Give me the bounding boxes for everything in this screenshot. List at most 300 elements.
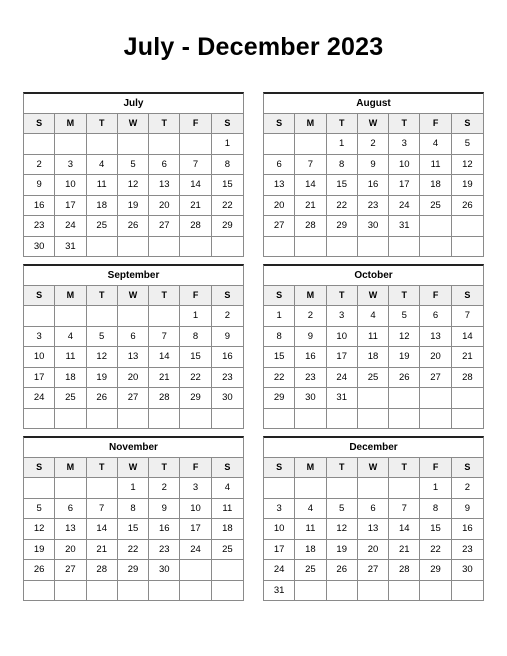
day-cell: 23 bbox=[24, 216, 55, 236]
day-cell bbox=[264, 478, 295, 498]
day-cell: 22 bbox=[222, 199, 233, 211]
day-cell bbox=[264, 134, 295, 154]
day-cell: 30 bbox=[149, 560, 180, 580]
day-cell: 4 bbox=[358, 306, 389, 326]
day-cell: 19 bbox=[87, 368, 118, 388]
weekday-label: S bbox=[24, 286, 55, 305]
day-cell: 31 bbox=[327, 388, 358, 408]
day-cell bbox=[327, 409, 358, 429]
day-cell: 7 bbox=[87, 499, 118, 519]
weekday-label: T bbox=[149, 458, 180, 477]
day-cell: 10 bbox=[55, 175, 86, 195]
day-cell bbox=[118, 237, 149, 257]
day-cell bbox=[264, 409, 295, 429]
weekday-label: S bbox=[464, 118, 471, 128]
day-cell: 13 bbox=[420, 327, 451, 347]
day-cell: 6 bbox=[420, 306, 451, 326]
week-row bbox=[24, 388, 243, 409]
week-row bbox=[24, 327, 243, 348]
day-cell: 11 bbox=[55, 347, 86, 367]
day-cell: 12 bbox=[327, 519, 358, 539]
day-cell: 9 bbox=[464, 502, 470, 514]
day-cell bbox=[212, 409, 243, 429]
day-cell bbox=[149, 237, 180, 257]
day-cell: 30 bbox=[24, 237, 55, 257]
day-cell: 21 bbox=[149, 368, 180, 388]
weekday-label: W bbox=[118, 114, 149, 133]
day-cell: 18 bbox=[87, 196, 118, 216]
week-row bbox=[264, 237, 483, 257]
day-cell bbox=[358, 478, 389, 498]
day-cell bbox=[295, 409, 326, 429]
day-cell: 25 bbox=[358, 368, 389, 388]
day-cell: 2 bbox=[358, 134, 389, 154]
weekday-label: T bbox=[389, 114, 420, 133]
day-cell: 30 bbox=[358, 216, 389, 236]
day-cell: 17 bbox=[24, 368, 55, 388]
weekday-label: M bbox=[55, 286, 86, 305]
weekday-label: T bbox=[149, 286, 180, 305]
day-cell: 28 bbox=[462, 371, 473, 383]
day-cell: 11 bbox=[295, 519, 326, 539]
day-cell: 10 bbox=[180, 499, 211, 519]
day-cell: 24 bbox=[24, 388, 55, 408]
day-cell: 18 bbox=[55, 368, 86, 388]
day-cell bbox=[87, 409, 118, 429]
week-row bbox=[24, 560, 243, 581]
day-cell: 24 bbox=[180, 540, 211, 560]
day-cell bbox=[389, 478, 420, 498]
month-title: November bbox=[24, 438, 243, 458]
week-row bbox=[24, 155, 243, 176]
day-cell: 16 bbox=[24, 196, 55, 216]
month-title: September bbox=[24, 266, 243, 286]
day-cell: 3 bbox=[180, 478, 211, 498]
weekday-label: T bbox=[87, 458, 118, 477]
week-row bbox=[264, 519, 483, 540]
day-cell bbox=[87, 478, 118, 498]
week-row bbox=[24, 540, 243, 561]
day-cell: 27 bbox=[358, 560, 389, 580]
month-title: December bbox=[264, 438, 483, 458]
week-row bbox=[24, 478, 243, 499]
day-cell: 23 bbox=[149, 540, 180, 560]
day-cell: 15 bbox=[222, 179, 233, 190]
day-cell: 7 bbox=[295, 155, 326, 175]
day-cell bbox=[327, 237, 358, 257]
month-calendar-september bbox=[23, 264, 244, 429]
weekday-label: T bbox=[327, 458, 358, 477]
day-cell bbox=[24, 581, 55, 601]
day-cell: 21 bbox=[462, 351, 473, 362]
day-cell: 28 bbox=[180, 216, 211, 236]
day-cell bbox=[389, 388, 420, 408]
day-cell: 6 bbox=[358, 499, 389, 519]
weekday-label: S bbox=[264, 458, 295, 477]
day-cell bbox=[295, 478, 326, 498]
day-cell: 9 bbox=[24, 175, 55, 195]
day-cell: 31 bbox=[55, 237, 86, 257]
day-cell: 1 bbox=[264, 306, 295, 326]
day-cell: 12 bbox=[462, 158, 473, 170]
month-title: August bbox=[264, 94, 483, 114]
weekday-label: T bbox=[389, 458, 420, 477]
day-cell bbox=[358, 581, 389, 601]
day-cell: 29 bbox=[222, 220, 233, 231]
day-cell bbox=[149, 306, 180, 326]
weekday-label: T bbox=[87, 286, 118, 305]
day-cell bbox=[358, 237, 389, 257]
day-cell: 25 bbox=[420, 196, 451, 216]
day-cell: 16 bbox=[149, 519, 180, 539]
day-cell bbox=[389, 237, 420, 257]
weekday-label: S bbox=[264, 286, 295, 305]
day-cell bbox=[452, 237, 483, 257]
month-title: October bbox=[264, 266, 483, 286]
day-cell bbox=[327, 478, 358, 498]
weekday-header-row bbox=[24, 458, 243, 478]
day-cell: 17 bbox=[180, 519, 211, 539]
day-cell: 6 bbox=[149, 155, 180, 175]
day-cell: 31 bbox=[264, 581, 295, 601]
weekday-label: S bbox=[464, 290, 471, 300]
day-cell bbox=[389, 581, 420, 601]
day-cell: 15 bbox=[327, 175, 358, 195]
day-cell: 6 bbox=[55, 499, 86, 519]
day-cell: 31 bbox=[389, 216, 420, 236]
day-cell: 9 bbox=[224, 330, 230, 342]
weekday-label: W bbox=[358, 286, 389, 305]
day-cell: 5 bbox=[87, 327, 118, 347]
day-cell bbox=[389, 409, 420, 429]
weekday-label: M bbox=[295, 458, 326, 477]
day-cell: 27 bbox=[149, 216, 180, 236]
day-cell bbox=[212, 560, 243, 580]
weekday-label: S bbox=[264, 114, 295, 133]
day-cell: 19 bbox=[462, 179, 473, 190]
day-cell: 26 bbox=[87, 388, 118, 408]
day-cell: 20 bbox=[55, 540, 86, 560]
day-cell: 14 bbox=[149, 347, 180, 367]
week-row bbox=[24, 519, 243, 540]
day-cell: 25 bbox=[295, 560, 326, 580]
week-row bbox=[264, 581, 483, 601]
week-row bbox=[264, 540, 483, 561]
day-cell bbox=[118, 306, 149, 326]
day-cell bbox=[87, 581, 118, 601]
month-calendar-december bbox=[263, 436, 484, 601]
day-cell: 5 bbox=[118, 155, 149, 175]
day-cell: 29 bbox=[180, 388, 211, 408]
day-cell: 13 bbox=[55, 519, 86, 539]
day-cell: 5 bbox=[389, 306, 420, 326]
day-cell: 22 bbox=[264, 368, 295, 388]
day-cell: 2 bbox=[224, 310, 230, 321]
weekday-label: M bbox=[55, 114, 86, 133]
day-cell bbox=[420, 216, 451, 236]
day-cell bbox=[55, 306, 86, 326]
day-cell: 18 bbox=[295, 540, 326, 560]
day-cell: 27 bbox=[264, 216, 295, 236]
day-cell bbox=[180, 560, 211, 580]
month-calendar-november bbox=[23, 436, 244, 601]
day-cell: 8 bbox=[118, 499, 149, 519]
month-calendar-august bbox=[263, 92, 484, 257]
day-cell: 8 bbox=[327, 155, 358, 175]
day-cell: 24 bbox=[389, 196, 420, 216]
week-row bbox=[264, 347, 483, 368]
weekday-header-row bbox=[264, 114, 483, 134]
weekday-label: S bbox=[224, 118, 231, 128]
day-cell bbox=[180, 581, 211, 601]
day-cell: 22 bbox=[118, 540, 149, 560]
day-cell bbox=[24, 478, 55, 498]
day-cell: 15 bbox=[118, 519, 149, 539]
day-cell: 10 bbox=[389, 155, 420, 175]
weekday-label: T bbox=[389, 286, 420, 305]
day-cell bbox=[118, 581, 149, 601]
weekday-label: S bbox=[224, 290, 231, 300]
day-cell: 13 bbox=[358, 519, 389, 539]
day-cell: 19 bbox=[24, 540, 55, 560]
day-cell: 26 bbox=[118, 216, 149, 236]
day-cell: 19 bbox=[118, 196, 149, 216]
week-row bbox=[264, 409, 483, 429]
day-cell: 12 bbox=[24, 519, 55, 539]
weekday-label: W bbox=[358, 114, 389, 133]
day-cell: 4 bbox=[420, 134, 451, 154]
day-cell: 15 bbox=[264, 347, 295, 367]
day-cell: 9 bbox=[358, 155, 389, 175]
day-cell: 23 bbox=[462, 543, 473, 555]
day-cell bbox=[149, 409, 180, 429]
day-cell bbox=[264, 237, 295, 257]
weekday-label: T bbox=[327, 114, 358, 133]
day-cell bbox=[24, 134, 55, 154]
week-row bbox=[24, 306, 243, 327]
day-cell: 5 bbox=[327, 499, 358, 519]
day-cell bbox=[452, 581, 483, 601]
day-cell: 4 bbox=[224, 482, 230, 493]
day-cell: 28 bbox=[389, 560, 420, 580]
weekday-label: S bbox=[464, 462, 471, 472]
day-cell: 25 bbox=[55, 388, 86, 408]
day-cell bbox=[180, 134, 211, 154]
day-cell: 2 bbox=[295, 306, 326, 326]
day-cell: 26 bbox=[462, 199, 473, 211]
day-cell: 20 bbox=[149, 196, 180, 216]
month-title: July bbox=[24, 94, 243, 114]
day-cell: 11 bbox=[358, 327, 389, 347]
day-cell: 15 bbox=[420, 519, 451, 539]
week-row bbox=[264, 306, 483, 327]
day-cell: 16 bbox=[295, 347, 326, 367]
week-row bbox=[24, 175, 243, 196]
day-cell: 16 bbox=[222, 351, 233, 362]
weekday-header-row bbox=[264, 286, 483, 306]
day-cell bbox=[149, 581, 180, 601]
day-cell: 1 bbox=[327, 134, 358, 154]
day-cell: 30 bbox=[295, 388, 326, 408]
weekday-header-row bbox=[24, 114, 243, 134]
day-cell: 21 bbox=[389, 540, 420, 560]
day-cell: 8 bbox=[420, 499, 451, 519]
day-cell bbox=[420, 409, 451, 429]
day-cell: 12 bbox=[118, 175, 149, 195]
day-cell: 23 bbox=[222, 371, 233, 383]
day-cell: 8 bbox=[264, 327, 295, 347]
day-cell: 26 bbox=[24, 560, 55, 580]
week-row bbox=[24, 581, 243, 601]
weekday-label: T bbox=[327, 286, 358, 305]
day-cell: 15 bbox=[180, 347, 211, 367]
month-calendar-july bbox=[23, 92, 244, 257]
weekday-label: M bbox=[55, 458, 86, 477]
day-cell: 27 bbox=[55, 560, 86, 580]
day-cell: 23 bbox=[295, 368, 326, 388]
day-cell bbox=[452, 388, 483, 408]
week-row bbox=[24, 216, 243, 237]
day-cell bbox=[149, 134, 180, 154]
weekday-label: W bbox=[118, 458, 149, 477]
day-cell: 8 bbox=[224, 158, 230, 170]
day-cell: 22 bbox=[420, 540, 451, 560]
day-cell: 14 bbox=[462, 330, 473, 342]
day-cell: 5 bbox=[464, 138, 470, 149]
day-cell: 3 bbox=[24, 327, 55, 347]
day-cell bbox=[24, 306, 55, 326]
day-cell: 27 bbox=[420, 368, 451, 388]
day-cell: 3 bbox=[264, 499, 295, 519]
day-cell: 17 bbox=[327, 347, 358, 367]
day-cell bbox=[24, 409, 55, 429]
day-cell bbox=[212, 237, 243, 257]
day-cell bbox=[420, 237, 451, 257]
day-cell bbox=[295, 581, 326, 601]
week-row bbox=[264, 134, 483, 155]
day-cell bbox=[452, 409, 483, 429]
day-cell: 11 bbox=[87, 175, 118, 195]
day-cell: 6 bbox=[118, 327, 149, 347]
day-cell: 3 bbox=[327, 306, 358, 326]
day-cell: 25 bbox=[222, 543, 233, 555]
day-cell: 17 bbox=[55, 196, 86, 216]
day-cell: 5 bbox=[24, 499, 55, 519]
weekday-label: F bbox=[180, 114, 211, 133]
weekday-label: M bbox=[295, 286, 326, 305]
week-row bbox=[264, 175, 483, 196]
day-cell: 4 bbox=[295, 499, 326, 519]
day-cell: 3 bbox=[389, 134, 420, 154]
day-cell: 26 bbox=[389, 368, 420, 388]
day-cell: 18 bbox=[358, 347, 389, 367]
weekday-header-row bbox=[264, 458, 483, 478]
week-row bbox=[24, 237, 243, 257]
day-cell: 14 bbox=[87, 519, 118, 539]
day-cell: 26 bbox=[327, 560, 358, 580]
day-cell: 13 bbox=[264, 175, 295, 195]
day-cell: 18 bbox=[222, 523, 233, 534]
weekday-header-row bbox=[24, 286, 243, 306]
day-cell: 29 bbox=[327, 216, 358, 236]
day-cell: 28 bbox=[87, 560, 118, 580]
week-row bbox=[24, 499, 243, 520]
week-row bbox=[264, 327, 483, 348]
day-cell: 29 bbox=[420, 560, 451, 580]
day-cell: 10 bbox=[327, 327, 358, 347]
day-cell bbox=[452, 216, 483, 236]
day-cell: 23 bbox=[358, 196, 389, 216]
day-cell: 21 bbox=[87, 540, 118, 560]
day-cell: 18 bbox=[420, 175, 451, 195]
day-cell: 20 bbox=[358, 540, 389, 560]
day-cell bbox=[87, 237, 118, 257]
week-row bbox=[264, 560, 483, 581]
day-cell bbox=[87, 134, 118, 154]
day-cell: 29 bbox=[118, 560, 149, 580]
day-cell: 1 bbox=[180, 306, 211, 326]
day-cell: 1 bbox=[118, 478, 149, 498]
day-cell bbox=[358, 388, 389, 408]
day-cell bbox=[55, 478, 86, 498]
weekday-label: W bbox=[358, 458, 389, 477]
weekday-label: S bbox=[24, 458, 55, 477]
day-cell: 19 bbox=[389, 347, 420, 367]
day-cell: 22 bbox=[180, 368, 211, 388]
day-cell bbox=[55, 581, 86, 601]
day-cell: 25 bbox=[87, 216, 118, 236]
day-cell: 21 bbox=[295, 196, 326, 216]
weekday-label: F bbox=[420, 458, 451, 477]
day-cell: 28 bbox=[295, 216, 326, 236]
day-cell bbox=[212, 581, 243, 601]
day-cell bbox=[55, 409, 86, 429]
week-row bbox=[24, 134, 243, 155]
day-cell bbox=[295, 134, 326, 154]
weekday-label: F bbox=[420, 114, 451, 133]
day-cell: 20 bbox=[420, 347, 451, 367]
week-row bbox=[264, 499, 483, 520]
month-calendar-october bbox=[263, 264, 484, 429]
day-cell: 14 bbox=[389, 519, 420, 539]
day-cell bbox=[87, 306, 118, 326]
day-cell: 22 bbox=[327, 196, 358, 216]
week-row bbox=[24, 368, 243, 389]
day-cell: 19 bbox=[327, 540, 358, 560]
day-cell: 7 bbox=[464, 310, 470, 321]
weekday-label: T bbox=[149, 114, 180, 133]
day-cell: 17 bbox=[389, 175, 420, 195]
day-cell bbox=[327, 581, 358, 601]
day-cell: 11 bbox=[222, 502, 233, 514]
week-row bbox=[264, 388, 483, 409]
week-row bbox=[24, 409, 243, 429]
day-cell: 30 bbox=[462, 564, 473, 575]
weekday-label: F bbox=[180, 458, 211, 477]
day-cell: 16 bbox=[462, 523, 473, 534]
day-cell: 2 bbox=[24, 155, 55, 175]
weekday-label: W bbox=[118, 286, 149, 305]
day-cell bbox=[180, 409, 211, 429]
day-cell: 14 bbox=[295, 175, 326, 195]
day-cell: 24 bbox=[264, 560, 295, 580]
week-row bbox=[264, 368, 483, 389]
week-row bbox=[264, 155, 483, 176]
day-cell: 1 bbox=[420, 478, 451, 498]
day-cell: 17 bbox=[264, 540, 295, 560]
day-cell: 29 bbox=[264, 388, 295, 408]
day-cell bbox=[118, 134, 149, 154]
